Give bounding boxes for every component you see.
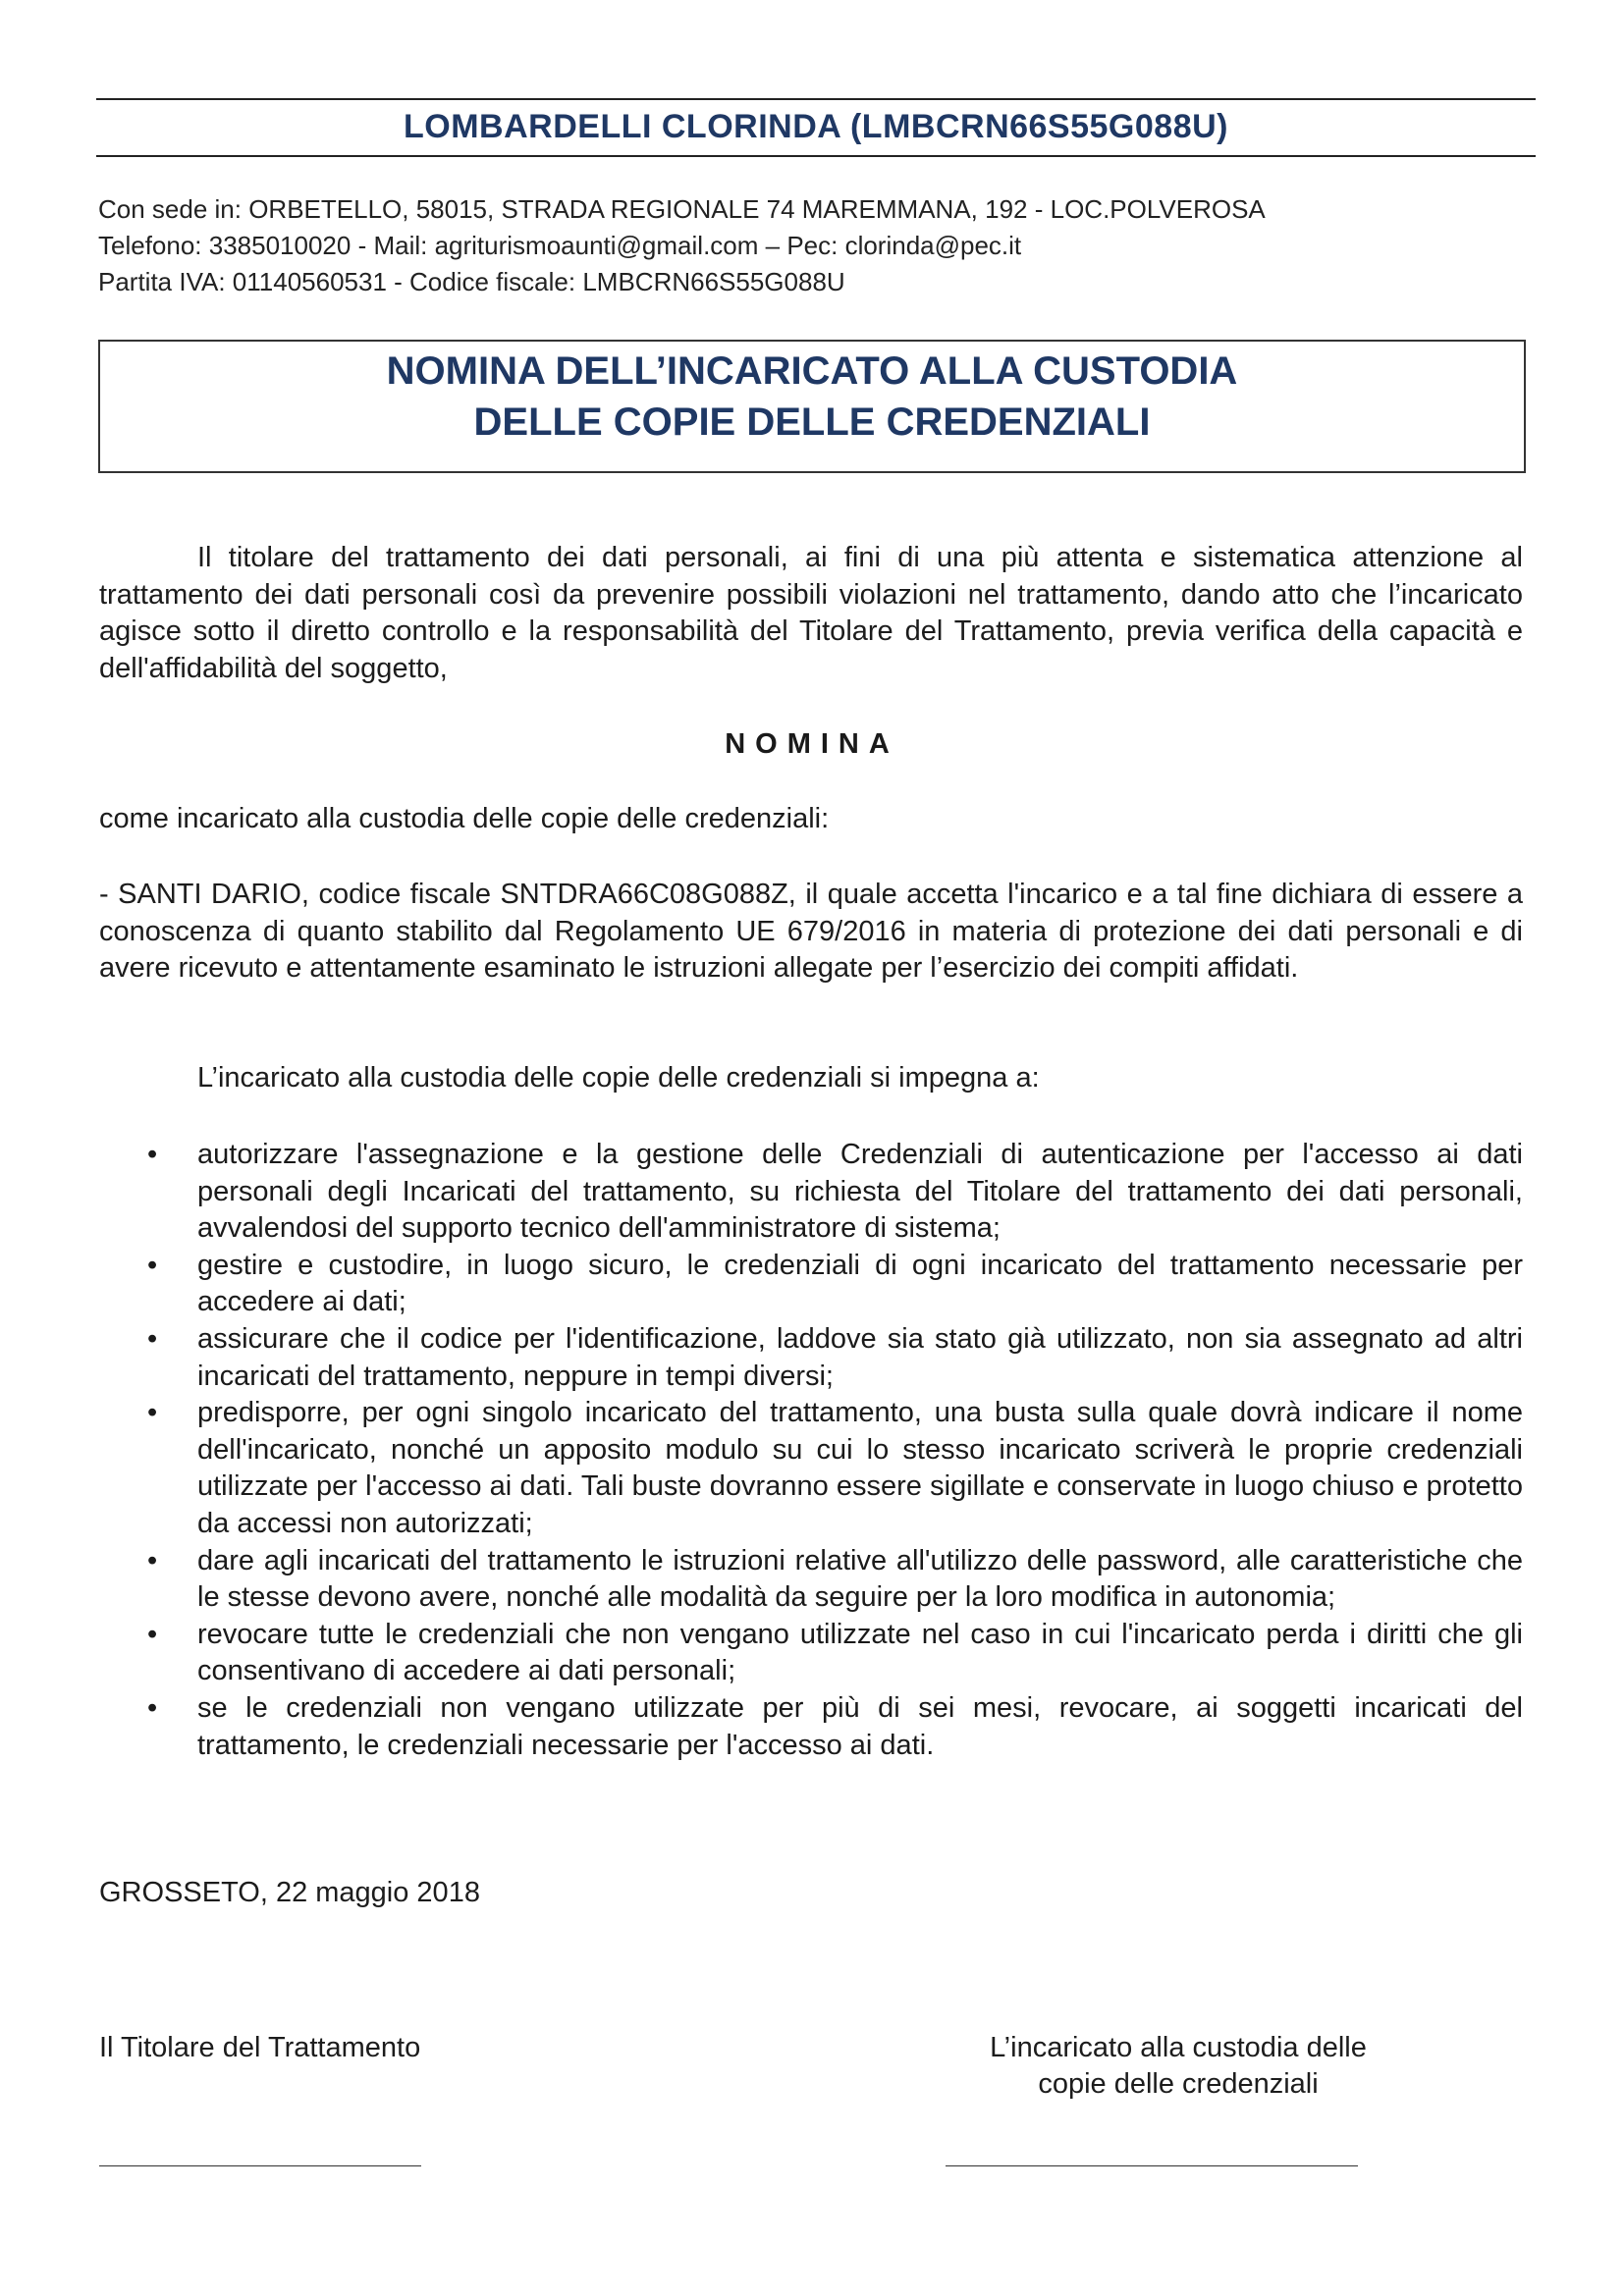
intro-paragraph: Il titolare del trattamento dei dati personali, ai fini di una più attenta e sistematica attenzione al trattamento dei dati personali così da prevenire possibili violazioni nel trattamento, dando atto che l’incaricato agisce sotto il diretto controllo e la responsabilità del Titolare del Trattamento, previa verifica della capacità e dell'affidabilità del soggetto,: [99, 542, 1523, 684]
duty-text: predisporre, per ogni singolo incaricato del trattamento, una busta sulla quale dovrà indicare il nome dell'incaricato, nonché un apposito modulo su cui lo stesso incaricato scriverà le proprie credenziali utilizzate per l'accesso ai dati. Tali buste dovranno essere sigillate e conservate in luogo chiuso e protetto da accessi non autorizzati;: [197, 1397, 1523, 1539]
bullet-icon: •: [147, 1322, 158, 1355]
bullet-icon: •: [147, 1397, 158, 1429]
list-item: [0, 1543, 1523, 1617]
list-item: [0, 1617, 1523, 1690]
duty-text: revocare tutte le credenziali che non vengano utilizzate nel caso in cui l'incaricato perda i diritti che gli consentivano di accedere ai dati personali;: [197, 1618, 1523, 1687]
right-signature-line: [946, 2165, 1358, 2166]
list-item: [0, 1395, 1523, 1542]
document-title-line-1: NOMINA DELL’INCARICATO ALLA CUSTODIA: [386, 349, 1238, 393]
bullet-icon: •: [147, 1139, 158, 1170]
right-signatory-line-2: copie delle credenziali: [1038, 2068, 1319, 2100]
company-name: LOMBARDELLI CLORINDA (LMBCRN66S55G088U): [404, 108, 1228, 145]
duty-text: dare agli incaricati del trattamento le istruzioni relative all'utilizzo delle password, alle caratteristiche che le stesse devono avere, nonché alle modalità da seguire per la loro modifica in autonomia;: [197, 1544, 1523, 1614]
duty-text: autorizzare l'assegnazione e la gestione delle Credenziali di autenticazione per l'accesso ai dati personali degli Incaricati del trattamento, su richiesta del Titolare del trattamento dei dati personali, avvalendosi del supporto tecnico dell'amministratore di sistema;: [197, 1139, 1523, 1245]
commitment-line: L’incaricato alla custodia delle copie delle credenziali si impegna a:: [197, 1062, 1040, 1094]
duty-text: gestire e custodire, in luogo sicuro, le credenziali di ogni incaricato del trattamento necessarie per accedere ai dati;: [197, 1249, 1523, 1318]
duty-text: assicurare che il codice per l'identificazione, laddove sia stato già utilizzato, non sia assegnato ad altri incaricati del trattamento, neppure in tempi diversi;: [197, 1322, 1523, 1392]
document-title-box: [98, 340, 1526, 473]
right-signatory-label: [903, 2030, 1453, 2103]
address-line: Con sede in: ORBETELLO, 58015, STRADA REGIONALE 74 MAREMMANA, 192 - LOC.POLVEROSA: [98, 194, 1266, 224]
list-item: [0, 1137, 1523, 1248]
contact-line: Telefono: 3385010020 - Mail: agriturismoaunti@gmail.com – Pec: clorinda@pec.it: [98, 231, 1022, 260]
duties-list: [0, 1137, 1624, 1764]
duty-text: se le credenziali non vengano utilizzate per più di sei mesi, revocare, ai soggetti incaricati del trattamento, le credenziali necessarie per l'accesso ai dati.: [197, 1691, 1523, 1761]
right-signatory-line-1: L’incaricato alla custodia delle: [990, 2032, 1367, 2063]
list-item: [0, 1690, 1523, 1764]
left-signature-line: [99, 2165, 421, 2166]
list-item: [0, 1321, 1523, 1395]
tax-line: Partita IVA: 01140560531 - Codice fiscale: LMBCRN66S55G088U: [98, 267, 845, 296]
left-signatory-label: Il Titolare del Trattamento: [99, 2032, 421, 2063]
list-item: [0, 1248, 1523, 1321]
role-line: come incaricato alla custodia delle copie delle credenziali:: [99, 803, 830, 834]
bullet-icon: •: [147, 1544, 158, 1576]
bullet-icon: •: [147, 1691, 158, 1724]
nomina-heading: NOMINA: [725, 728, 899, 760]
appointee-paragraph: - SANTI DARIO, codice fiscale SNTDRA66C08G088Z, il quale accetta l'incarico e a tal fine dichiara di essere a conoscenza di quanto stabilito dal Regolamento UE 679/2016 in materia di protezione dei dati personali e di avere ricevuto e attentamente esaminato le istruzioni allegate per l’esercizio dei compiti affidati.: [99, 879, 1523, 984]
company-header: [96, 98, 1536, 157]
bullet-icon: •: [147, 1249, 158, 1281]
bullet-icon: •: [147, 1618, 158, 1650]
document-title-line-2: DELLE COPIE DELLE CREDENZIALI: [473, 400, 1151, 444]
place-date: GROSSETO, 22 maggio 2018: [99, 1877, 480, 1908]
